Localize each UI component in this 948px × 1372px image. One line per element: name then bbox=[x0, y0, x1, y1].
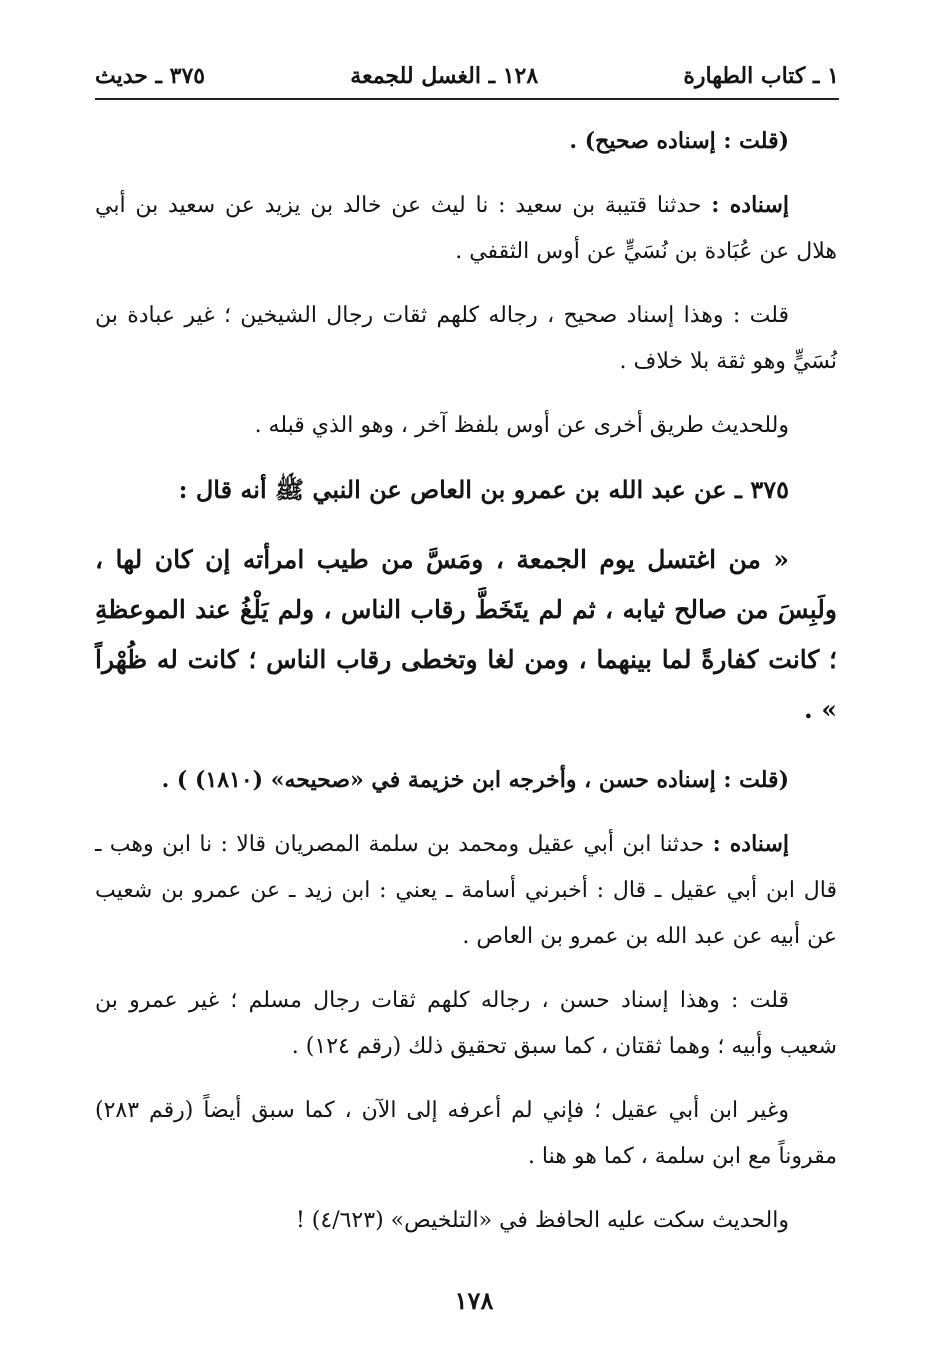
commentary-paragraph: وغير ابن أبي عقيل ؛ فإني لم أعرفه إلى الآن ، كما سبق أيضاً (رقم ٢٨٣) مقروناً مع ابن سلمة ، كما هو هنا . bbox=[95, 1098, 837, 1169]
commentary-paragraph: والحديث سكت عليه الحافظ في «التلخيص» (٤/٦٢٣) ! bbox=[295, 1208, 789, 1233]
isnad-label: إسناده : bbox=[711, 192, 789, 218]
isnad-paragraph bbox=[95, 182, 837, 275]
header-hadith-number: ٣٧٥ ـ حديث bbox=[95, 63, 206, 89]
header-chapter-title: ١٢٨ ـ الغسل للجمعة bbox=[350, 63, 539, 89]
header-book-title: ١ ـ كتاب الطهارة bbox=[683, 63, 839, 89]
grading-note: (قلت : إسناده صحيح) . bbox=[569, 128, 789, 154]
commentary-paragraph: قلت : وهذا إسناد حسن ، رجاله كلهم ثقات رجال مسلم ؛ غير عمرو بن شعيب وأبيه ؛ وهما ثقتان ، كما سبق تحقيق ذلك (رقم ١٢٤) . bbox=[95, 988, 837, 1059]
running-header bbox=[95, 58, 839, 100]
grading-note: (قلت : إسناده حسن ، وأخرجه ابن خزيمة في «صحيحه» (١٨١٠) ) . bbox=[161, 767, 789, 793]
hadith-heading: ٣٧٥ ـ عن عبد الله بن عمرو بن العاص عن النبي ﷺ أنه قال : bbox=[178, 475, 789, 504]
isnad-paragraph bbox=[95, 821, 837, 960]
commentary-paragraph: قلت : وهذا إسناد صحيح ، رجاله كلهم ثقات رجال الشيخين ؛ غير عبادة بن نُسَيٍّ وهو ثقة بلا خلاف . bbox=[95, 303, 837, 374]
isnad-text: حدثنا قتيبة بن سعيد : نا ليث عن خالد بن يزيد عن سعيد بن أبي هلال عن عُبَادة بن نُسَيٍّ عن أوس الثقفي . bbox=[95, 193, 837, 264]
isnad-label: إسناده : bbox=[712, 831, 789, 857]
isnad-text: حدثنا ابن أبي عقيل ومحمد بن سلمة المصريان قالا : نا ابن وهب ـ قال ابن أبي عقيل ـ قال : أخبرني أسامة ـ يعني : ابن زيد ـ عن عمرو بن شعيب عن أبيه عن عبد الله بن عمرو بن العاص . bbox=[95, 832, 837, 949]
page-number: ١٧٨ bbox=[454, 1286, 494, 1315]
page-body bbox=[95, 118, 837, 1262]
commentary-paragraph: وللحديث طريق أخرى عن أوس بلفظ آخر ، وهو الذي قبله . bbox=[254, 413, 789, 438]
hadith-text: « من اغتسل يوم الجمعة ، ومَسَّ من طيب امرأته إن كان لها ، ولَبِسَ من صالح ثيابه ، ثم لم يتَخَطَّ رقاب الناس ، ولم يَلْغُ عند الموعظةِ ؛ كانت كفارةً لما بينهما ، ومن لغا وتخطى رقاب الناس ؛ كانت له ظُهْراً » . bbox=[95, 545, 837, 724]
